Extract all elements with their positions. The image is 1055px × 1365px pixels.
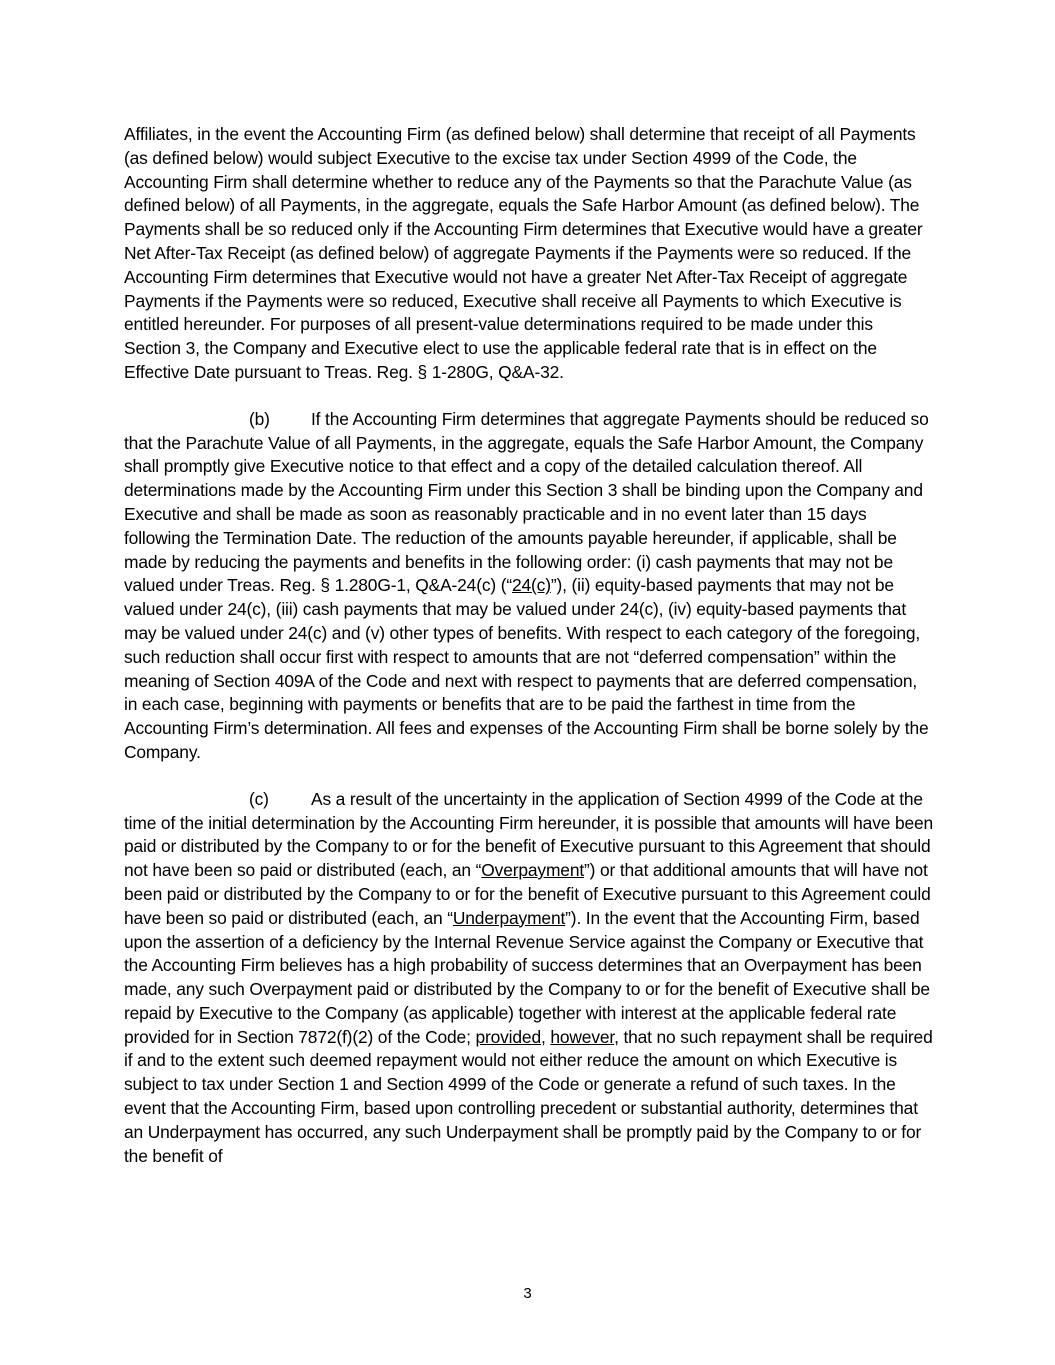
page-number: 3 [523, 1285, 532, 1302]
paragraph-text-part-4: , that no such repayment shall be required if and to the extent such deemed repayment would not either reduce the amount on which Executive is subject to tax under Section 1 and Section 4999 of the Code or generate a refund of such taxes. In the event that the Accounting Firm, based upon controlling precedent or substantial authority, determines that an Underpayment has occurred, any such Underpayment shall be promptly paid by the Company to or for the benefit of [124, 1026, 933, 1166]
subsection-label-c: (c) [249, 788, 269, 809]
subsection-label-b: (b) [249, 408, 270, 429]
paragraph-text-part-2: ”), (ii) equity-based payments that may not be valued under 24(c), (iii) cash payments that may be valued under 24(c), (iv) equity-based payments that may be valued under 24(c) and (v) other types of benefits. With respect to each category of the foregoing, such reduction shall occur first with respect to amounts that are not “deferred compensation” within the meaning of Section 409A of the Code and next with respect to payments that are deferred compensation, in each case, beginning with payments or benefits that are to be paid the farthest in time from the Accounting Firm’s determination. All fees and expenses of the Accounting Firm shall be borne solely by the Company. [124, 575, 929, 762]
defined-term-overpayment: Overpayment [481, 860, 585, 881]
paragraph-section-3a-continuation [124, 123, 934, 385]
comma-separator: , [540, 1026, 551, 1047]
paragraph-text-part-2: ”) or that additional amounts that will have not been paid or distributed by the Company to or for the benefit of Executive pursuant to this Agreement could have been so paid or distributed (each, an “ [124, 860, 931, 928]
paragraph-text-part-1: As a result of the uncertainty in the application of Section 4999 of the Code at the time of the initial determination by the Accounting Firm hereunder, it is possible that amounts will have been paid or distributed by the Company to or for the benefit of Executive pursuant to this Agreement that should not have been so paid or distributed (each, an “ [124, 788, 934, 881]
defined-term-underpayment: Underpayment [452, 907, 566, 928]
document-body [124, 123, 934, 1191]
paragraph-section-3c [124, 788, 934, 1169]
defined-term-24c: 24(c) [512, 575, 551, 596]
paragraph-text-part-3: ”). In the event that the Accounting Firm, based upon the assertion of a deficiency by the Internal Revenue Service against the Company or Executive that the Accounting Firm believes has a high probability of success determines that an Overpayment has been made, any such Overpayment paid or distributed by the Company to or for the benefit of Executive shall be repaid by Executive to the Company (as applicable) together with interest at the applicable federal rate provided for in Section 7872(f)(2) of the Code; [124, 907, 930, 1047]
paragraph-text-part-1: If the Accounting Firm determines that aggregate Payments should be reduced so that the Parachute Value of all Payments, in the aggregate, equals the Safe Harbor Amount, the Company shall promptly give Executive notice to that effect and a copy of the detailed calculation thereof. All determinations made by the Accounting Firm under this Section 3 shall be binding upon the Company and Executive and shall be made as soon as reasonably practicable and in no event later than 15 days following the Termination Date. The reduction of the amounts payable hereunder, if applicable, shall be made by reducing the payments and benefits in the following order: (i) cash payments that may not be valued under Treas. Reg. § 1.280G-1, Q&A-24(c) (“ [124, 408, 929, 596]
paragraph-section-3b [124, 408, 934, 765]
underlined-however: however [550, 1026, 615, 1047]
underlined-provided: provided [475, 1026, 541, 1047]
paragraph-text: Affiliates, in the event the Accounting Firm (as defined below) shall determine that receipt of all Payments (as defined below) would subject Executive to the excise tax under Section 4999 of the Code, the Accounting Firm shall determine whether to reduce any of the Payments so that the Parachute Value (as defined below) of all Payments, in the aggregate, equals the Safe Harbor Amount (as defined below). The Payments shall be so reduced only if the Accounting Firm determines that Executive would have a greater Net After-Tax Receipt (as defined below) of aggregate Payments if the Payments were so reduced. If the Accounting Firm determines that Executive would not have a greater Net After-Tax Receipt of aggregate Payments if the Payments were so reduced, Executive shall receive all Payments to which Executive is entitled hereunder. For purposes of all present-value determinations required to be made under this Section 3, the Company and Executive elect to use the applicable federal rate that is in effect on the Effective Date pursuant to Treas. Reg. § 1-280G, Q&A-32. [124, 124, 923, 382]
